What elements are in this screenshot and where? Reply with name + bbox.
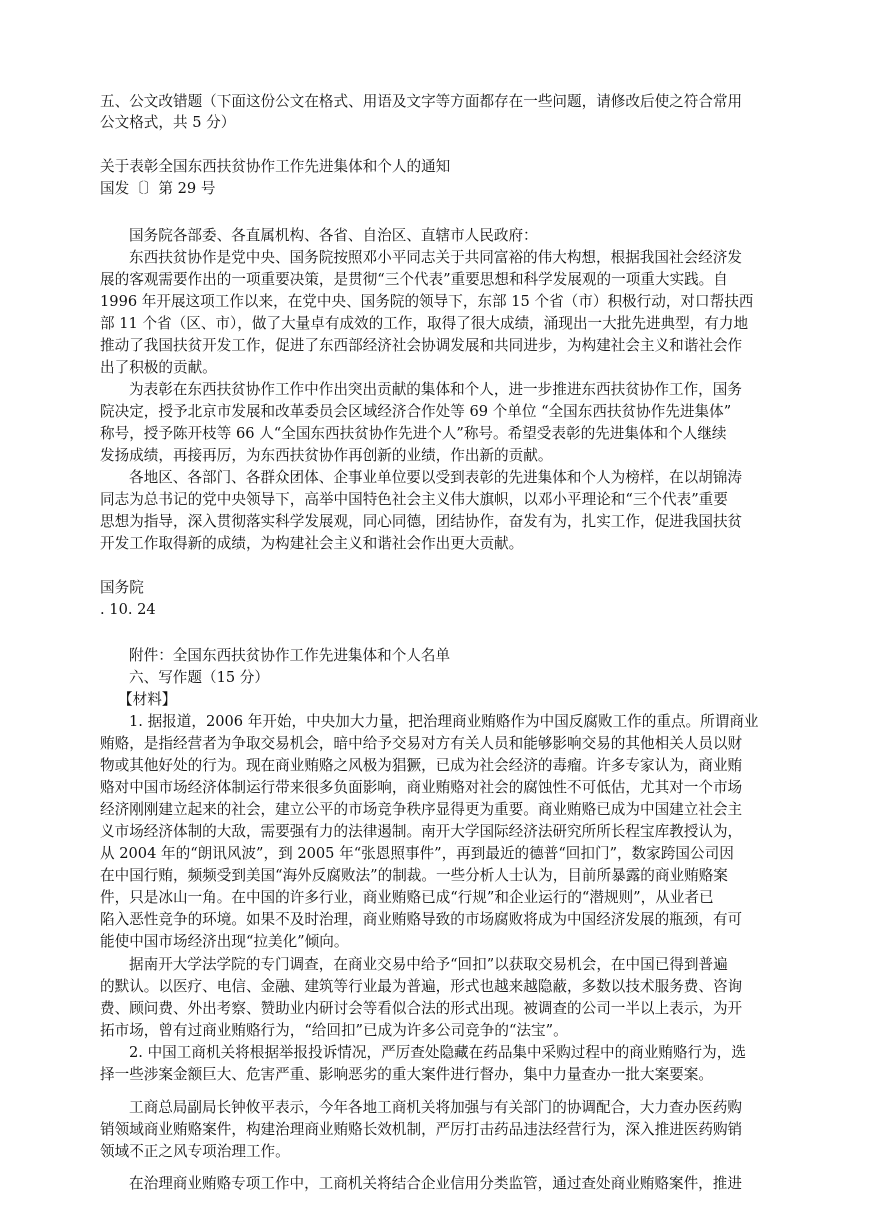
material-1-line: 义市场经济体制的大敌，需要强有力的法律遏制。南开大学国际经济法研究所所长程宝库教授认为， [100,823,743,840]
paragraph-3-line: 思想为指导，深入贯彻落实科学发展观，同心同德，团结协作，奋发有为，扎实工作，促进我国扶贫 [100,513,743,530]
paragraph-1-line: 部 11 个省（区、市），做了大量卓有成效的工作，取得了很大成绩，涌现出一大批先进典型，有力地 [100,315,749,332]
material-1-line: 经济刚刚建立起来的社会，建立公平的市场竞争秩序显得更为重要。商业贿赂已成为中国建立社会主 [100,801,743,818]
material-4-line: 工商总局副局长钟攸平表示，今年各地工商机关将加强与有关部门的协调配合，大力查办医药购 [129,1099,742,1116]
paragraph-1-line: 展的客观需要作出的一项重要决策，是贯彻“三个代表”重要思想和科学发展观的一项重大实践。自 [100,271,728,288]
paragraph-1-line: 推动了我国扶贫开发工作，促进了东西部经济社会协调发展和共同进步，为构建社会主义和谐社会作 [100,337,743,354]
paragraph-1-line: 1996 年开展这项工作以来，在党中央、国务院的领导下，东部 15 个省（市）积极行动，对口帮扶西 [100,293,754,310]
material-1-line: 能使中国市场经济出现“拉美化”倾向。 [100,933,349,950]
material-1-line: 赂对中国市场经济体制运行带来很多负面影响，商业贿赂对社会的腐蚀性不可低估，尤其对一个市场 [100,779,743,796]
material-3-line: 择一些涉案金额巨大、危害严重、影响恶劣的重大案件进行督办，集中力量查办一批大案要案。 [100,1066,713,1083]
material-2-line: 据南开大学法学院的专门调查，在商业交易中给予“回扣”以获取交易机会，在中国已得到普遍 [129,956,728,973]
document-number: 国发〔〕第 29 号 [100,180,216,197]
paragraph-2-line: 院决定，授予北京市发展和改革委员会区域经济合作处等 69 个单位 “全国东西扶贫协作先进集体” [100,403,732,420]
material-2-line: 费、顾问费、外出考察、赞助业内研讨会等看似合法的形式出现。被调查的公司一半以上表示，为开 [100,1000,743,1017]
material-4-line: 销领域商业贿赂案件，构建治理商业贿赂长效机制，严厉打击药品违法经营行为，深入推进医药购销 [100,1121,743,1138]
paragraph-1-line: 出了积极的贡献。 [100,359,217,376]
paragraph-3-line: 同志为总书记的党中央领导下，高举中国特色社会主义伟大旗帜，以邓小平理论和“三个代表”重要 [100,491,728,508]
paragraph-2-line: 称号，授予陈开枝等 66 人“全国东西扶贫协作先进个人”称号。希望受表彰的先进集体和个人继续 [100,425,727,442]
material-2-line: 的默认。以医疗、电信、金融、建筑等行业最为普遍，形式也越来越隐蔽，多数以技术服务费、咨询 [100,978,743,995]
material-2-line: 拓市场，曾有过商业贿赂行为，“给回扣”已成为许多公司竞争的“法宝”。 [100,1022,568,1039]
paragraph-1-line: 东西扶贫协作是党中央、国务院按照邓小平同志关于共同富裕的伟大构想，根据我国社会经济发 [129,249,742,266]
material-3-line: 2. 中国工商机关将根据举报投诉情况，严厉查处隐藏在药品集中采购过程中的商业贿赂行为，选 [129,1044,746,1061]
material-1-line: 从 2004 年的“朗讯风波”，到 2005 年“张恩照事件”，再到最近的德普“回扣门”，数家跨国公司因 [100,845,734,862]
material-1-line: 贿赂，是指经营者为争取交易机会，暗中给予交易对方有关人员和能够影响交易的其他相关人员以财 [100,735,743,752]
section-6-heading: 六、写作题（15 分） [129,669,269,686]
material-1-line: 陷入恶性竞争的环境。如果不及时治理，商业贿赂导致的市场腐败将成为中国经济发展的瓶颈，有可 [100,911,743,928]
attachment-line: 附件：全国东西扶贫协作工作先进集体和个人名单 [129,647,451,664]
material-4-line: 领域不正之风专项治理工作。 [100,1143,290,1160]
paragraph-3-line: 开发工作取得新的成绩，为构建社会主义和谐社会作出更大贡献。 [100,535,524,552]
material-label: 【材料】 [118,691,177,708]
addressee: 国务院各部委、各直属机构、各省、自治区、直辖市人民政府： [129,227,538,244]
paragraph-3-line: 各地区、各部门、各群众团体、企事业单位要以受到表彰的先进集体和个人为榜样，在以胡锦涛 [129,469,742,486]
signatory: 国务院 [100,579,144,596]
paragraph-2-line: 发扬成绩，再接再厉，为东西扶贫协作再创新的业绩，作出新的贡献。 [100,447,553,464]
section-5-heading: 五、公文改错题（下面这份公文在格式、用语及文字等方面都存在一些问题，请修改后使之符合常用 [100,93,743,110]
paragraph-2-line: 为表彰在东西扶贫协作工作中作出突出贡献的集体和个人，进一步推进东西扶贫协作工作，国务 [129,381,742,398]
notice-title: 关于表彰全国东西扶贫协作工作先进集体和个人的通知 [100,158,451,175]
material-5-line: 在治理商业贿赂专项工作中，工商机关将结合企业信用分类监管，通过查处商业贿赂案件，推进 [129,1175,742,1192]
material-1-line: 在中国行贿，频频受到美国“海外反腐败法”的制裁。一些分析人士认为，目前所暴露的商业贿赂案 [100,867,728,884]
issue-date: . 10. 24 [100,601,156,618]
material-1-line: 物或其他好处的行为。现在商业贿赂之风极为猖獗，已成为社会经济的毒瘤。许多专家认为，商业贿 [100,757,743,774]
section-5-heading-cont: 公文格式，共 5 分） [100,114,236,131]
material-1-line: 1. 据报道，2006 年开始，中央加大力量，把治理商业贿赂作为中国反腐败工作的重点。所谓商业 [129,713,759,730]
material-1-line: 件，只是冰山一角。在中国的许多行业，商业贿赂已成“行规”和企业运行的“潜规则”，从业者已 [100,889,714,906]
